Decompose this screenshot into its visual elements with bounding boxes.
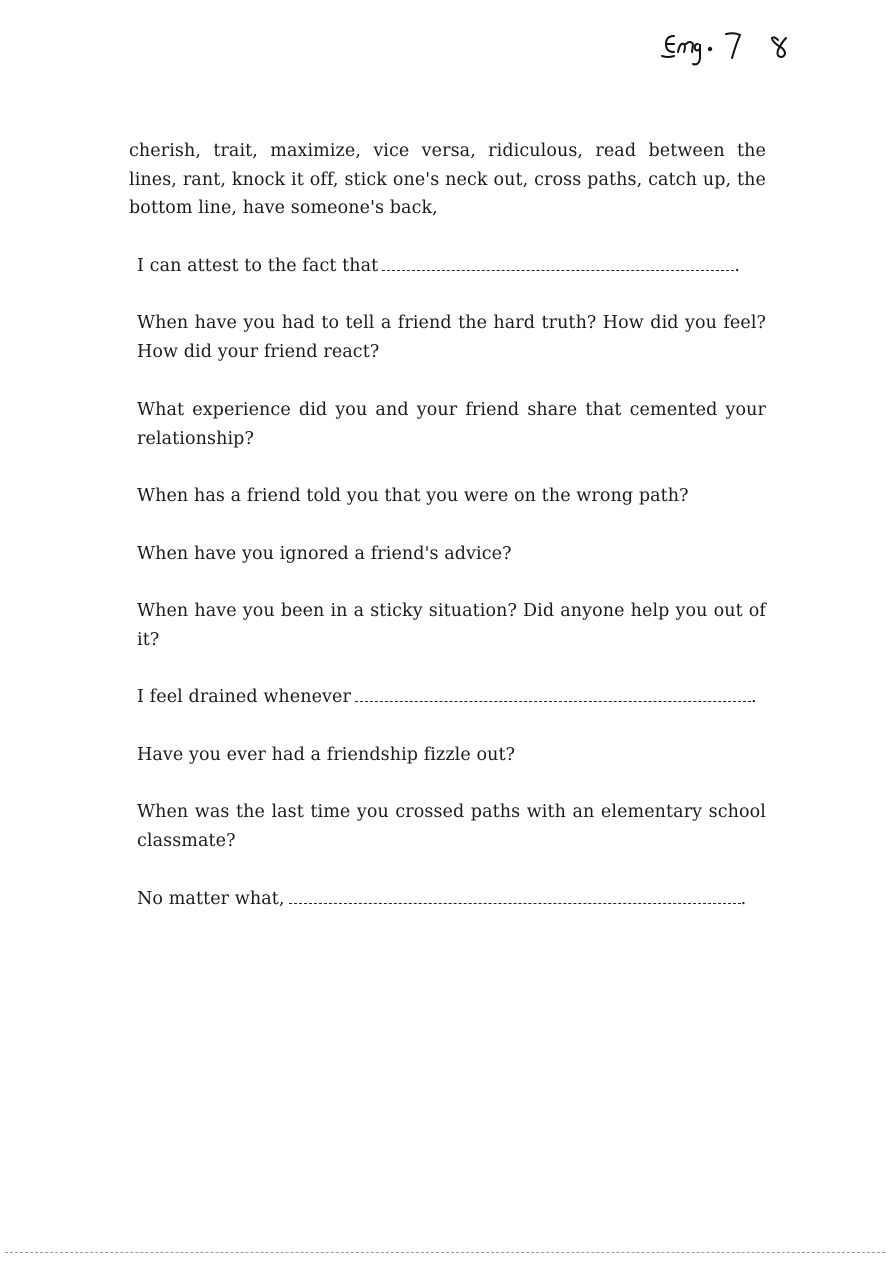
prompt-text: No matter what,: [137, 889, 285, 909]
prompt-text: I feel drained whenever: [137, 687, 351, 707]
prompt-text: I can attest to the fact that: [137, 256, 379, 276]
answer-blank[interactable]: [382, 270, 734, 271]
prompt-sticky-situation: When have you been in a sticky situation? Did anyone help you out of it?: [137, 601, 766, 650]
prompt-drained: [129, 683, 766, 712]
prompt-attest: [129, 252, 766, 281]
prompt-cemented-relationship: What experience did you and your friend share that cemented your relationship?: [137, 400, 766, 449]
prompt-ignored-advice: When have you ignored a friend's advice?: [137, 544, 512, 564]
vocabulary-list: cherish, trait, maximize, vice versa, ridiculous, read between the lines, rant, knock it off, stick one's neck out, cross paths, catch up, the bottom line, have someone's back,: [129, 141, 766, 218]
prompt-hard-truth: When have you had to tell a friend the hard truth? How did you feel? How did your friend react?: [137, 313, 766, 362]
handwritten-page-label: [660, 22, 820, 74]
prompt-wrong-path: When has a friend told you that you were on the wrong path?: [137, 486, 689, 506]
prompt-end: .: [734, 256, 740, 276]
prompt-no-matter-what: [129, 885, 766, 914]
prompt-end: .: [740, 889, 747, 909]
answer-blank[interactable]: [289, 903, 741, 904]
prompt-fizzle-out: Have you ever had a friendship fizzle out?: [137, 745, 516, 765]
prompt-end: .: [750, 687, 757, 707]
scan-edge-line: [5, 1252, 885, 1253]
prompt-crossed-paths: When was the last time you crossed paths with an elementary school classmate?: [137, 802, 766, 851]
answer-blank[interactable]: [355, 701, 751, 702]
